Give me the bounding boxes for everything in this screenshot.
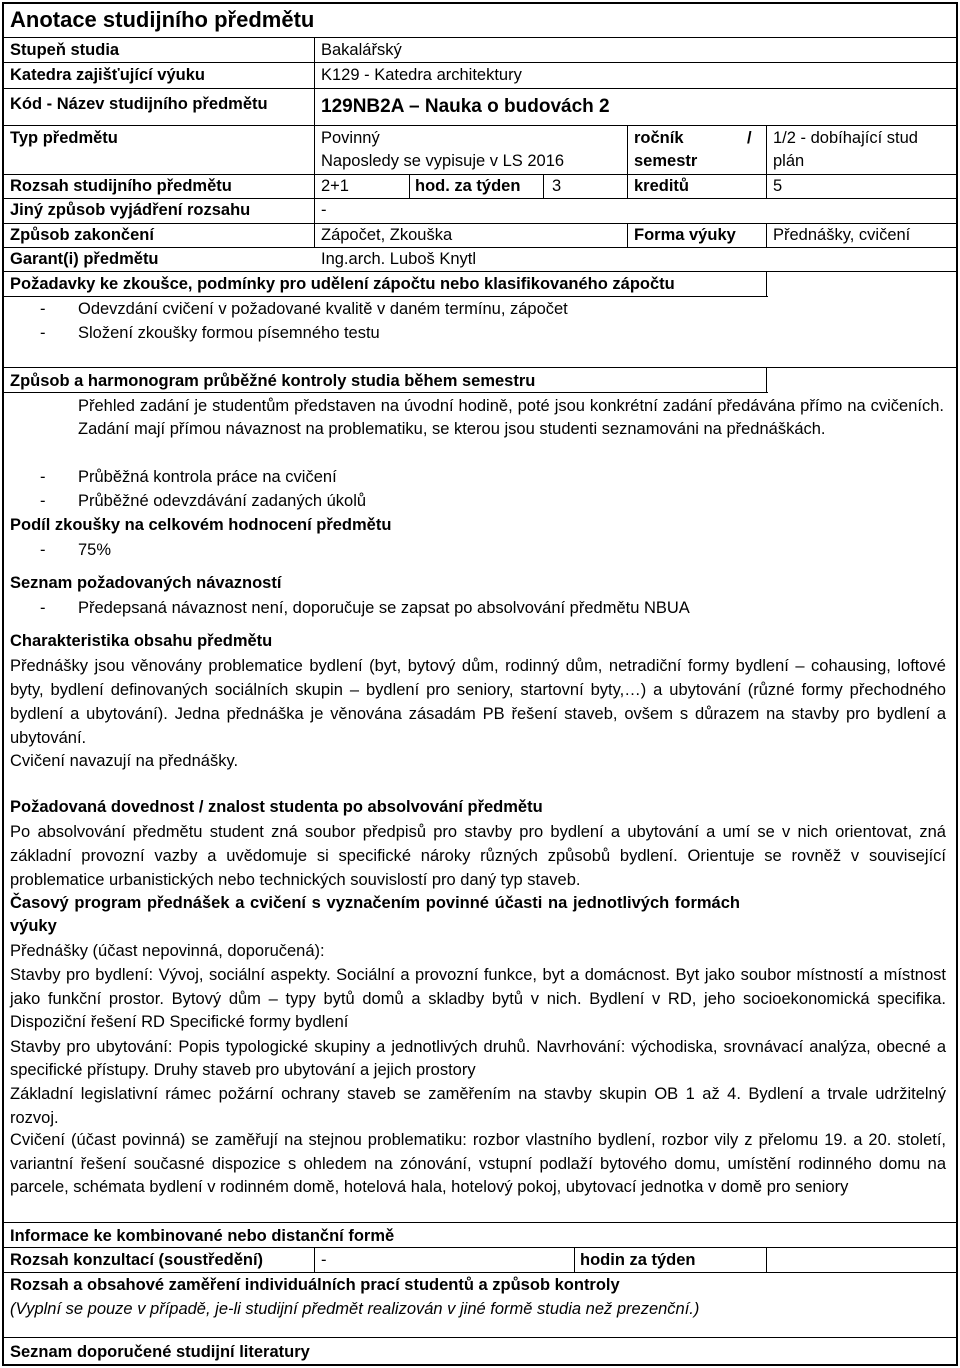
hod-value: 3 xyxy=(552,177,562,195)
list-bullet: - xyxy=(40,599,46,617)
border xyxy=(956,2,958,1366)
program-paragraph-1: Stavby pro bydlení: Vývoj, sociální aspekty. Sociální a provozní funkce, byt a domácnost. Byt jako soubor místností a místnost jako funkční prostor. Bytový dům – typy bytů domů a skladby bytů v nich. Bydlení v RD, jeho socioekonomická specifika. Dispoziční řešení RD Specifické formy bydlení xyxy=(10,966,946,1031)
table-border xyxy=(627,174,628,198)
table-border xyxy=(2,62,958,63)
kredity-label: kreditů xyxy=(634,177,690,195)
rocnik-value: 1/2 - dobíhající stud xyxy=(773,129,918,147)
podil-heading: Podíl zkoušky na celkovém hodnocení předmětu xyxy=(10,516,392,534)
rocnik-slash: / xyxy=(747,129,752,147)
pozadavky-heading: Požadavky ke zkoušce, podmínky pro udělení zápočtu nebo klasifikovaného zápočtu xyxy=(10,275,675,293)
program-paragraph-3: Základní legislativní rámec požární ochrany staveb se zaměřením na stavby skupin OB 1 až 4. Bydlení a trvale udržitelný rozvoj. xyxy=(10,1085,946,1127)
forma-value: Přednášky, cvičení xyxy=(773,226,911,244)
list-item: Odevzdání cvičení v požadované kvalitě v daném termínu, zápočet xyxy=(78,300,568,318)
table-border xyxy=(766,125,767,174)
rocnik-label: ročník xyxy=(634,129,684,147)
table-border xyxy=(2,1272,958,1273)
dovednost-heading: Požadovaná dovednost / znalost studenta po absolvování předmětu xyxy=(10,798,543,816)
table-border xyxy=(627,223,628,247)
typ-value-note: Naposledy se vypisuje v LS 2016 xyxy=(321,152,565,170)
table-border xyxy=(766,271,767,296)
list-item: 75% xyxy=(78,541,112,559)
program-heading: Časový program přednášek a cvičení s vyznačením povinné účasti na jednotlivých formách výuky xyxy=(10,894,740,935)
list-bullet: - xyxy=(40,492,46,510)
harmonogram-heading: Způsob a harmonogram průběžné kontroly studia během semestru xyxy=(10,372,536,390)
table-border xyxy=(2,271,958,272)
table-border xyxy=(766,367,767,392)
kredity-value: 5 xyxy=(773,177,783,195)
charakteristika-heading: Charakteristika obsahu předmětu xyxy=(10,632,273,650)
page-title: Anotace studijního předmětu xyxy=(10,7,315,32)
border xyxy=(2,1364,958,1366)
typ-value: Povinný xyxy=(321,129,380,147)
program-paragraph-2: Stavby pro ubytování: Popis typologické skupiny a jednotlivých druhů. Navrhování: východiska, srovnávací analýza, obecné a specifické přístupy. Druhy staveb pro ubytování a jejich prostory xyxy=(10,1038,946,1079)
zpusob-label: Způsob zakončení xyxy=(10,226,154,244)
table-border xyxy=(627,125,628,174)
table-border xyxy=(2,1222,958,1223)
table-border xyxy=(2,1337,958,1338)
charakteristika-note: Cvičení navazují na přednášky. xyxy=(10,752,239,770)
stupen-value: Bakalářský xyxy=(321,41,402,59)
table-border xyxy=(2,367,958,368)
table-border xyxy=(766,174,767,198)
table-border xyxy=(766,223,767,247)
list-bullet: - xyxy=(40,300,46,318)
forma-label: Forma výuky xyxy=(634,226,736,244)
table-border xyxy=(2,88,958,89)
literatura-heading: Seznam doporučené studijní literatury xyxy=(10,1343,310,1361)
katedra-label: Katedra zajišťující výuku xyxy=(10,66,205,84)
program-intro: Přednášky (účast nepovinná, doporučená): xyxy=(10,942,325,960)
table-border xyxy=(314,1247,315,1272)
prace-heading: Rozsah a obsahové zaměření individuálních prací studentů a způsob kontroly xyxy=(10,1276,620,1294)
table-border xyxy=(409,174,410,198)
list-bullet: - xyxy=(40,541,46,559)
rozsah-value: 2+1 xyxy=(321,177,349,195)
table-border xyxy=(543,174,544,198)
table-border xyxy=(2,37,958,38)
list-item: Průběžné odevzdávání zadaných úkolů xyxy=(78,492,367,510)
hodin-label: hodin za týden xyxy=(580,1251,696,1269)
list-bullet: - xyxy=(40,468,46,486)
kod-label: Kód - Název studijního předmětu xyxy=(10,95,268,113)
jiny-value: - xyxy=(321,201,327,219)
zpusob-value: Zápočet, Zkouška xyxy=(321,226,453,244)
dovednost-paragraph: Po absolvování předmětu student zná soubor předpisů pro stavby pro bydlení a ubytování a umí se v nich orientovat, zná základní provozní vazby a uvědomuje si specifické nároky různých způsobů bydlení. Orientuje se rovněž v související problematice urbanistických nebo technických souvislostí pro daný typ staveb. xyxy=(10,823,946,889)
list-item: Průběžná kontrola práce na cvičení xyxy=(78,468,337,486)
border xyxy=(2,2,958,4)
navaznosti-heading: Seznam požadovaných návazností xyxy=(10,574,282,592)
table-border xyxy=(574,1247,575,1272)
program-paragraph-4: Cvičení (účast povinná) se zaměřují na stejnou problematiku: rozbor vlastního bydlení, rozbor vily z přelomu 19. a 20. století, variantní řešení současné dispozice s ohledem na zónování, vstupní podlaží bytového domu, umístění rodinného domu na parcele, schémata bydlení v rodinném domě, hotelová hala, hotelový pokoj, ubytovací jednotka v domě pro seniory xyxy=(10,1131,946,1196)
rozsah-label: Rozsah studijního předmětu xyxy=(10,177,232,195)
table-border xyxy=(2,296,768,297)
charakteristika-paragraph: Přednášky jsou věnovány problematice bydlení (byt, bytový dům, rodinný dům, netradiční formy bydlení – cohausing, loftové byty, bydlení definovaných sociálních skupin – bydlení pro seniory, startovní byty,…) a ubytování (různé formy přechodného bydlení a ubytování). Jedna přednáška je věnována zásadám PB řešení staveb, ovšem s důrazem na stavby pro bydlení a ubytování. xyxy=(10,657,946,747)
rocnik-value-2: plán xyxy=(773,152,805,170)
harmonogram-paragraph: Přehled zadání je studentům představen na úvodní hodině, poté jsou konkrétní zadání předávána přímo na cvičeních. Zadání mají přímou návaznost na problematiku, se kterou jsou studenti seznamováni na přednáškách. xyxy=(78,397,944,438)
prace-note: (Vyplní se pouze v případě, je-li studijní předmět realizován v jiné formě studia než prezenční.) xyxy=(10,1300,700,1318)
table-border xyxy=(2,125,958,126)
garant-value: Ing.arch. Luboš Knytl xyxy=(321,250,477,268)
list-item: Složení zkoušky formou písemného testu xyxy=(78,324,380,342)
konzultace-value: - xyxy=(321,1251,327,1269)
typ-label: Typ předmětu xyxy=(10,129,118,147)
list-item: Předepsaná návaznost není, doporučuje se zapsat po absolvování předmětu NBUA xyxy=(78,599,690,617)
list-bullet: - xyxy=(40,324,46,342)
table-border xyxy=(314,37,315,247)
semestr-label: semestr xyxy=(634,152,698,170)
hod-label: hod. za týden xyxy=(415,177,521,195)
border xyxy=(2,2,4,1366)
konzultace-label: Rozsah konzultací (soustředění) xyxy=(10,1251,264,1269)
kod-value: 129NB2A – Nauka o budovách 2 xyxy=(321,96,610,117)
table-border xyxy=(766,1247,767,1272)
jiny-label: Jiný způsob vyjádření rozsahu xyxy=(10,201,251,219)
katedra-value: K129 - Katedra architektury xyxy=(321,66,522,84)
kombinovane-heading: Informace ke kombinované nebo distanční formě xyxy=(10,1227,395,1245)
stupen-label: Stupeň studia xyxy=(10,41,120,59)
garant-label: Garant(i) předmětu xyxy=(10,250,159,268)
